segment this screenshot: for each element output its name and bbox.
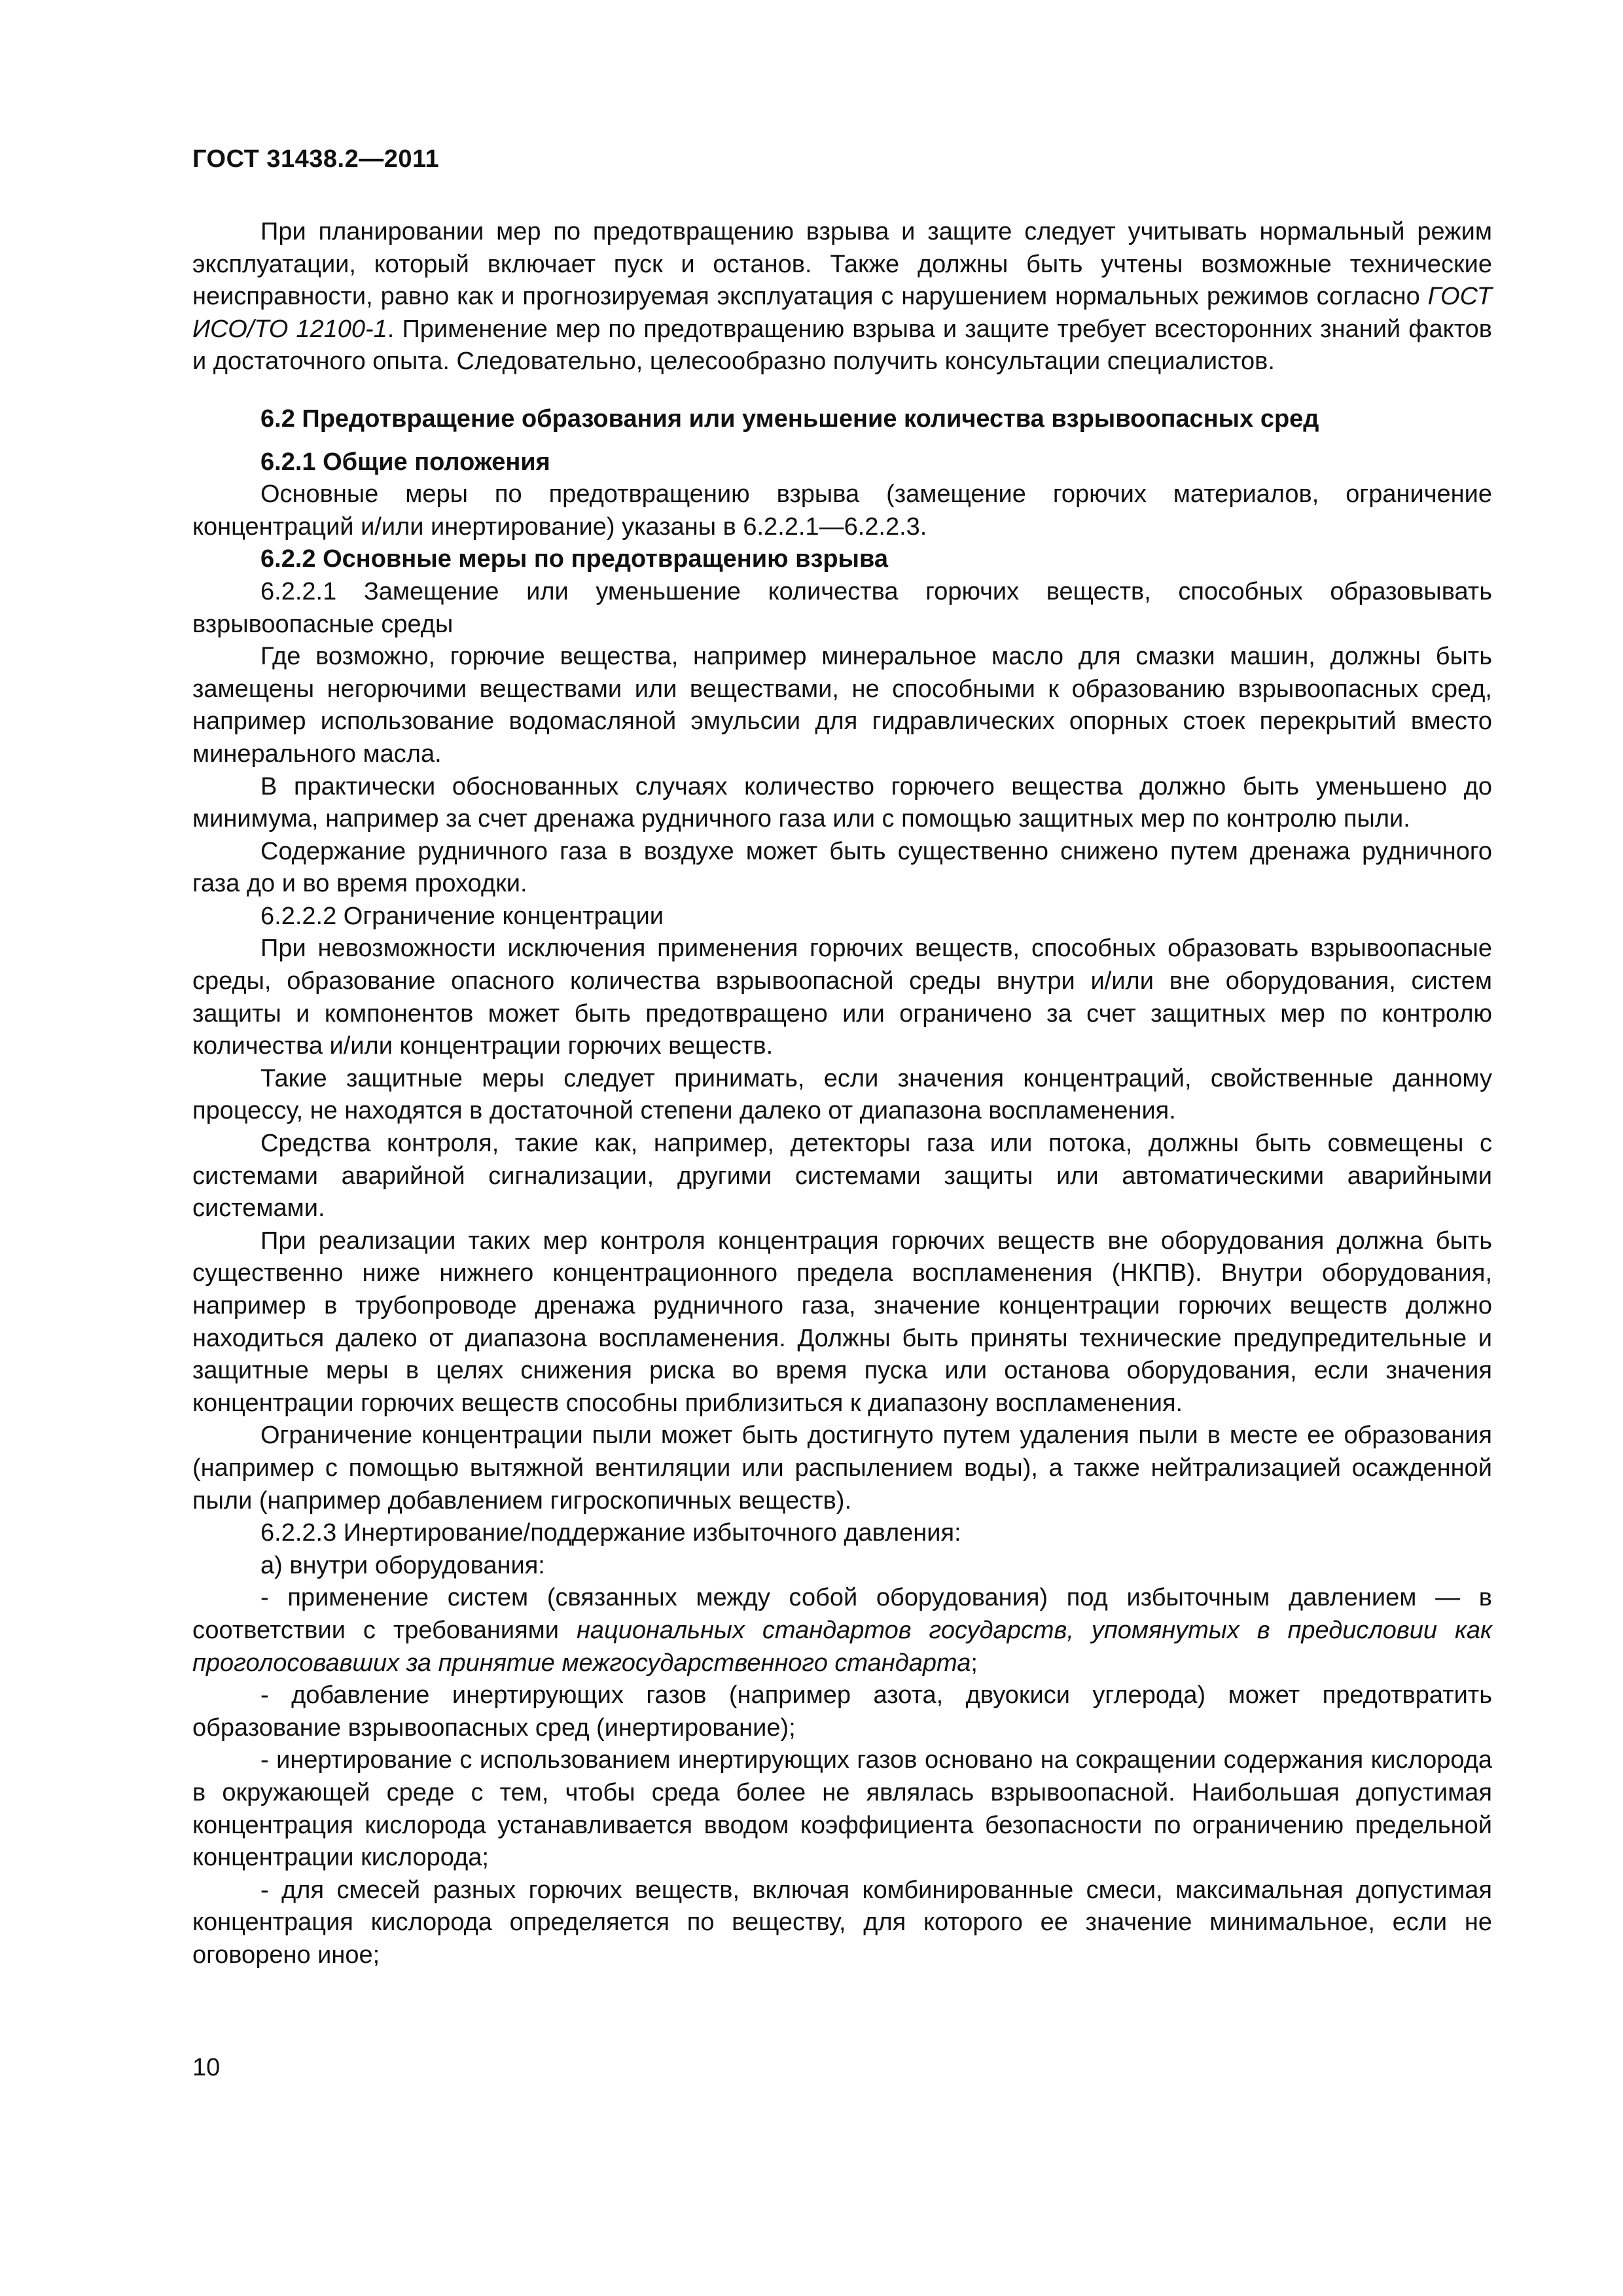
intro-reference: ГОСТ ИСО/ТО 12100-1 bbox=[192, 283, 1492, 343]
section-6-2-2-2-p4: При реализации таких мер контроля концентрация горючих веществ вне оборудования должна быть существенно ниже нижнего концентрационного предела воспламенения (НКПВ). Внутри оборудования, например в трубопроводе дренажа рудничного газа, значение концентрации горючих веществ должно находиться далеко от диапазона воспламенения. Должны быть приняты технические предупредительные и защитные меры в целях снижения риска во время пуска или останова оборудования, если значения концентрации горючих веществ способны приблизиться к диапазону воспламенения. bbox=[192, 1227, 1492, 1417]
intro-paragraph: При планировании мер по предотвращению взрыва и защите следует учитывать нормальный режим эксплуатации, который включает пуск и останов. Также должны быть учтены возможные технические неисправности, равно как и прогнозируемая эксплуатация с нарушением нормальных режимов согласно ГОСТ ИСО/ТО 12100-1. Применение мер по предотвращению взрыва и защите требует всесторонних знаний фактов и достаточного опыта. Следовательно, целесообразно получить консультации специалистов. bbox=[192, 218, 1492, 376]
section-6-2-2-2-p3: Средства контроля, такие как, например, детекторы газа или потока, должны быть совмещены с системами аварийной сигнализации, другими системами защиты или автоматическими аварийными системами. bbox=[192, 1130, 1492, 1223]
section-6-2-2-2-title: 6.2.2.2 Ограничение концентрации bbox=[260, 902, 664, 930]
section-6-2-2-2-p5: Ограничение концентрации пыли может быть достигнуто путем удаления пыли в месте ее образования (например с помощью вытяжной вентиляции или распылением воды), а также нейтрализацией осажденной пыли (например добавлением гигроскопичных веществ). bbox=[192, 1422, 1492, 1515]
section-6-2-1-title: 6.2.1 Общие положения bbox=[260, 448, 550, 476]
document-header: ГОСТ 31438.2—2011 bbox=[192, 145, 440, 173]
section-6-2-2-1-title: 6.2.2.1 Замещение или уменьшение количества горючих веществ, способных образовывать взрывоопасные среды bbox=[192, 577, 1492, 638]
standards-reference: национальных стандартов государств, упомянутых в предисловии как проголосовавших за принятие межгосударственного стандарта bbox=[192, 1616, 1492, 1677]
section-6-2-2-3-title: 6.2.2.3 Инертирование/поддержание избыточного давления: bbox=[260, 1519, 961, 1547]
section-6-2-title: 6.2 Предотвращение образования или уменьшение количества взрывоопасных сред bbox=[260, 404, 1319, 433]
section-6-2-2-1-p1: Где возможно, горючие вещества, например минеральное масло для смазки машин, должны быть замещены негорючими веществами или веществами, не способными к образованию взрывоопасных сред, например использование водомасляной эмульсии для гидравлических опорных стоек перекрытий вместо минерального масла. bbox=[192, 643, 1492, 768]
list-item-dash-1: - применение систем (связанных между собой оборудования) под избыточным давлением — в соответствии с требованиями национальных стандартов государств, упомянутых в предисловии как проголосовавших за принятие межгосударственного стандарта; bbox=[192, 1584, 1492, 1677]
section-6-2-2-1-p2: В практически обоснованных случаях количество горючего вещества должно быть уменьшено до минимума, например за счет дренажа рудничного газа или с помощью защитных мер по контролю пыли. bbox=[192, 772, 1492, 833]
list-item-a: а) внутри оборудования: bbox=[260, 1551, 545, 1579]
list-item-dash-3: - инертирование с использованием инертирующих газов основано на сокращении содержания кислорода в окружающей среде с тем, чтобы среда более не являлась взрывоопасной. Наибольшая допустимая концентрация кислорода устанавливается вводом коэффициента безопасности по ограничению предельной концентрации кислорода; bbox=[192, 1746, 1492, 1872]
page-number: 10 bbox=[192, 2054, 221, 2081]
list-item-dash-2: - добавление инертирующих газов (например азота, двуокиси углерода) может предотвратить образование взрывоопасных сред (инертирование); bbox=[192, 1681, 1492, 1742]
section-6-2-2-2-p2: Такие защитные меры следует принимать, если значения концентраций, свойственные данному процессу, не находятся в достаточной степени далеко от диапазона воспламенения. bbox=[192, 1064, 1492, 1125]
section-6-2-1-text: Основные меры по предотвращению взрыва (замещение горючих материалов, ограничение концентраций и/или инертирование) указаны в 6.2.2.1—6.2.2.3. bbox=[192, 480, 1492, 541]
section-6-2-2-title: 6.2.2 Основные меры по предотвращению взрыва bbox=[260, 545, 888, 573]
document-body bbox=[192, 216, 1492, 1971]
list-item-dash-4: - для смесей разных горючих веществ, включая комбинированные смеси, максимальная допустимая концентрация кислорода определяется по веществу, для которого ее значение минимальное, если не оговорено иное; bbox=[192, 1876, 1492, 1969]
section-6-2-2-2-p1: При невозможности исключения применения горючих веществ, способных образовать взрывоопасные среды, образование опасного количества взрывоопасной среды внутри и/или вне оборудования, систем защиты и компонентов может быть предотвращено или ограничено за счет защитных мер по контролю количества и/или концентрации горючих веществ. bbox=[192, 935, 1492, 1060]
section-6-2-2-1-p3: Содержание рудничного газа в воздухе может быть существенно снижено путем дренажа рудничного газа до и во время проходки. bbox=[192, 837, 1492, 898]
